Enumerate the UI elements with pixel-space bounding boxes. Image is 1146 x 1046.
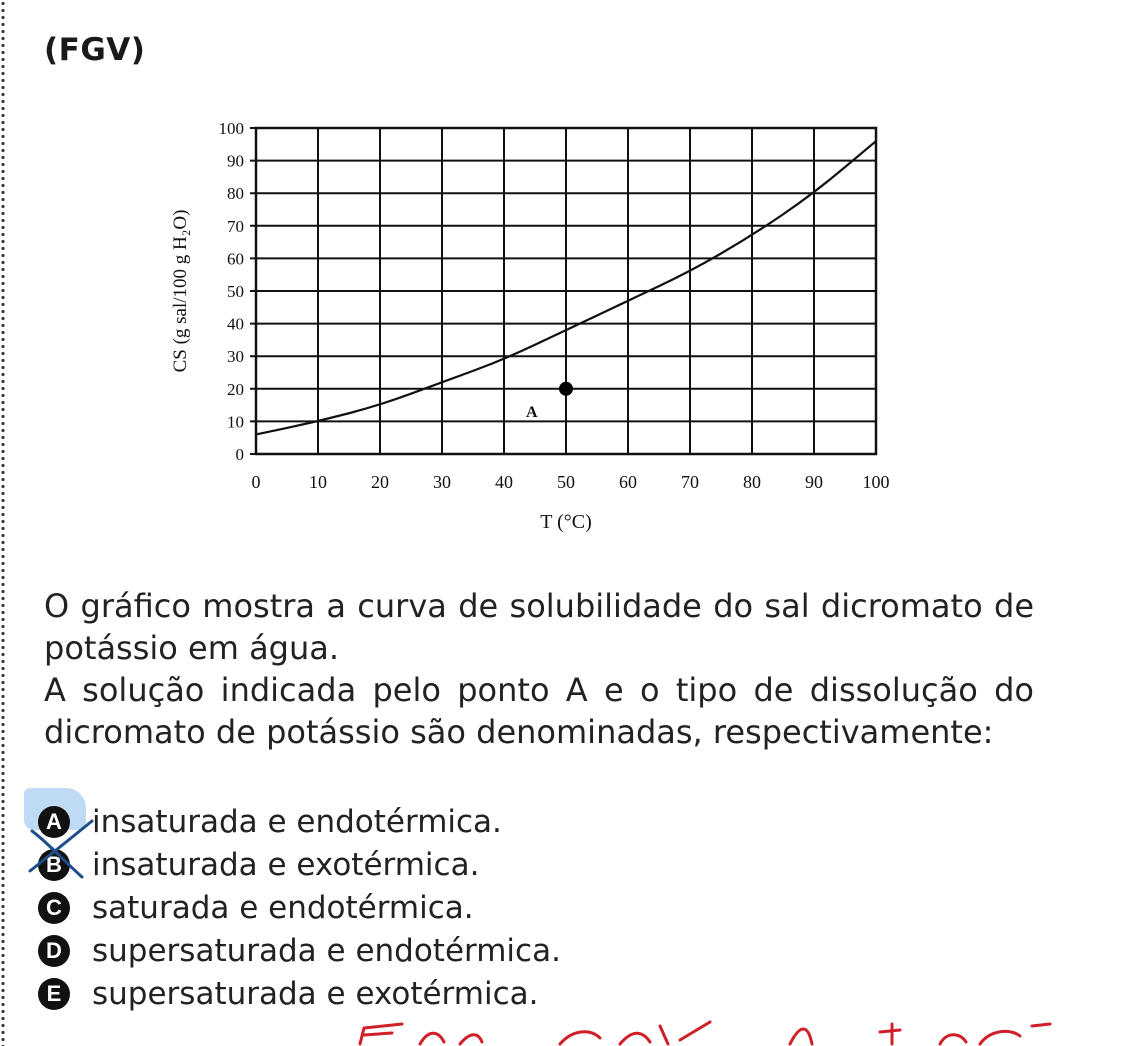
question-paragraph-2: A solução indicada pelo ponto A e o tipo de dissolução do dicromato de potássio são denominadas, respectivamente:: [44, 671, 1034, 751]
y-tick-label: 0: [235, 445, 244, 464]
x-tick-label: 30: [433, 472, 451, 492]
option-d-text: supersaturada e endotérmica.: [92, 932, 561, 969]
x-tick-label: 50: [557, 472, 575, 492]
y-tick-label: 20: [227, 379, 244, 399]
chart-grid: [250, 128, 876, 454]
option-c-text: saturada e endotérmica.: [92, 889, 474, 926]
option-c[interactable]: [38, 886, 561, 929]
y-tick-label: 90: [227, 151, 244, 171]
option-a-text: insaturada e endotérmica.: [92, 803, 502, 840]
y-tick-label: 60: [227, 249, 244, 269]
strikethrough-mark: [26, 819, 102, 889]
x-tick-label: 100: [862, 472, 890, 492]
y-tick-label: 50: [227, 282, 244, 301]
option-b-text: insaturada e exotérmica.: [92, 846, 480, 883]
y-tick-label: 70: [227, 216, 244, 236]
option-d-badge: D: [38, 935, 70, 967]
x-tick-label: 80: [743, 472, 761, 492]
answer-options: [38, 800, 561, 1015]
x-tick-label: 40: [495, 472, 513, 492]
option-a[interactable]: [38, 800, 561, 843]
question-source: (FGV): [44, 32, 146, 68]
option-b[interactable]: [38, 843, 561, 886]
option-b-badge: B: [38, 849, 70, 881]
x-tick-labels: [252, 472, 890, 492]
question-stem: [44, 585, 1034, 753]
y-tick-label: 30: [227, 347, 244, 367]
option-e-text: supersaturada e exotérmica.: [92, 975, 539, 1012]
option-e-badge: E: [38, 978, 70, 1010]
option-e[interactable]: [38, 972, 561, 1015]
point-a-label: A: [526, 403, 538, 421]
x-tick-label: 20: [371, 472, 389, 492]
handwritten-note: [320, 1018, 1060, 1046]
y-axis-label: CS (g sal/100 g H₂O): [170, 209, 191, 373]
y-tick-label: 40: [227, 314, 244, 334]
x-tick-label: 90: [805, 472, 823, 492]
option-a-badge: A: [38, 806, 70, 838]
option-c-badge: C: [38, 892, 70, 924]
x-tick-label: 70: [681, 472, 699, 492]
x-tick-label: 10: [309, 472, 327, 492]
option-d[interactable]: [38, 929, 561, 972]
point-a-marker: [559, 382, 573, 396]
x-tick-label: 0: [251, 472, 261, 492]
question-paragraph-1: O gráfico mostra a curva de solubilidade do sal dicromato de potássio em água.: [44, 587, 1034, 667]
y-tick-labels: [219, 119, 245, 464]
y-tick-label: 80: [227, 184, 244, 204]
x-tick-label: 60: [619, 472, 637, 492]
y-tick-label: 10: [227, 412, 244, 432]
x-axis-label: T (°C): [540, 511, 592, 532]
dotted-margin: [0, 0, 6, 1046]
solubility-chart: [160, 112, 920, 532]
y-tick-label: 100: [218, 119, 244, 138]
